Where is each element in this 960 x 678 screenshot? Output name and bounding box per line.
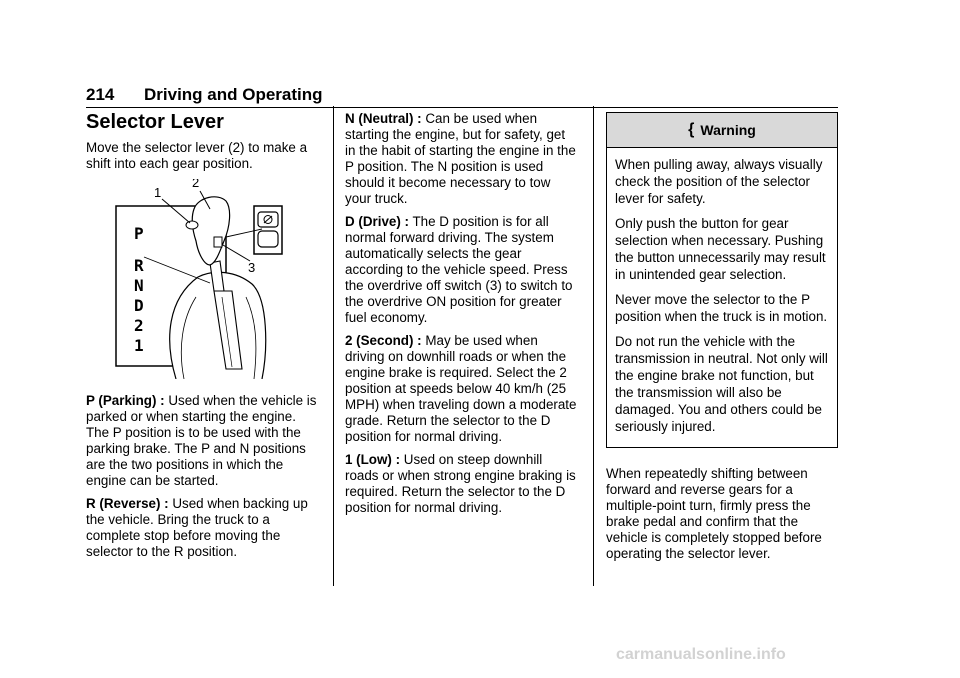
low-text: Used on steep downhill roads or when strong engine braking is required. Return the selector to the D position for normal driving. xyxy=(345,452,576,515)
low-paragraph xyxy=(345,452,577,516)
warning-box xyxy=(606,112,838,448)
neutral-term: N (Neutral) : xyxy=(345,111,422,126)
warning-paragraph: Only push the button for gear selection when necessary. Pushing the button unnecessarily may result in unintended gear selection. xyxy=(615,216,826,282)
gate-letter-2: 2 xyxy=(134,316,144,335)
parking-term: P (Parking) : xyxy=(86,393,165,408)
parking-paragraph xyxy=(86,393,322,489)
gate-letter-r: R xyxy=(134,256,144,275)
column-3 xyxy=(606,112,838,569)
second-text: May be used when driving on downhill roads or when the engine brake is required. Select the 2 position at speeds below 40 km/h (25 MPH) when traveling down a moderate grade. Return the selector to the D position for normal driving. xyxy=(345,333,577,444)
page-number: 214 xyxy=(86,85,115,104)
column-2 xyxy=(345,111,577,523)
selector-lever-figure xyxy=(86,179,322,379)
warning-title: Warning xyxy=(700,122,756,138)
page-header xyxy=(86,83,838,108)
column-divider xyxy=(333,106,334,586)
gate-letter-1: 1 xyxy=(134,336,144,355)
gate-letter-d: D xyxy=(134,296,144,315)
drive-text: The D position is for all normal forward driving. The system automatically selects the gear according to the vehicle speed. Press the overdrive off switch (3) to switch to the overdrive ON position for greater fuel economy. xyxy=(345,214,573,325)
mode-switch xyxy=(258,231,278,247)
callout-2: 2 xyxy=(192,179,200,190)
warning-icon: { xyxy=(688,121,695,138)
intro-paragraph: Move the selector lever (2) to make a shift into each gear position. xyxy=(86,140,308,171)
low-term: 1 (Low) : xyxy=(345,452,401,467)
second-term: 2 (Second) : xyxy=(345,333,422,348)
gate-letter-n: N xyxy=(134,276,144,295)
overdrive-button xyxy=(214,237,222,247)
shift-lock-button xyxy=(186,221,198,229)
reverse-paragraph xyxy=(86,496,322,560)
selector-lever-illustration xyxy=(86,179,322,379)
drive-paragraph xyxy=(345,214,577,326)
watermark: carmanualsonline.info xyxy=(616,646,786,663)
reverse-term: R (Reverse) : xyxy=(86,496,169,511)
column-1 xyxy=(86,110,322,567)
multi-point-turn-paragraph: When repeatedly shifting between forward and reverse gears for a multiple-point turn, firmly press the brake pedal and confirm that the vehicle is completely stopped before operating the selector lever. xyxy=(606,466,822,561)
section-title: Driving and Operating xyxy=(144,85,323,104)
warning-paragraph: When pulling away, always visually check the position of the selector lever for safety. xyxy=(615,157,823,206)
callout-1: 1 xyxy=(154,185,162,200)
warning-header xyxy=(607,113,837,148)
gate-letter-p: P xyxy=(134,224,144,243)
drive-term: D (Drive) : xyxy=(345,214,409,229)
warning-paragraph: Do not run the vehicle with the transmission in neutral. Not only will the engine brake not function, but the transmission will also be damaged. You and others could be seriously injured. xyxy=(615,334,828,434)
warning-paragraph: Never move the selector to the P position when the truck is in motion. xyxy=(615,292,828,324)
column-divider xyxy=(593,106,594,586)
callout-3-line xyxy=(223,245,250,261)
page-title: Selector Lever xyxy=(86,111,224,133)
callout-3: 3 xyxy=(248,260,256,275)
warning-body xyxy=(607,148,837,447)
neutral-text: Can be used when starting the engine, but for safety, get in the habit of starting the engine in the P position. The N position is used should it become necessary to tow your truck. xyxy=(345,111,576,206)
neutral-paragraph xyxy=(345,111,577,207)
reverse-text: Used when backing up the vehicle. Bring the truck to a complete stop before moving the selector to the R position. xyxy=(86,496,308,559)
parking-text: Used when the vehicle is parked or when starting the engine. The P position is to be used with the parking brake. The P and N positions are the two positions in which the engine can be started. xyxy=(86,393,317,488)
second-paragraph xyxy=(345,333,577,445)
